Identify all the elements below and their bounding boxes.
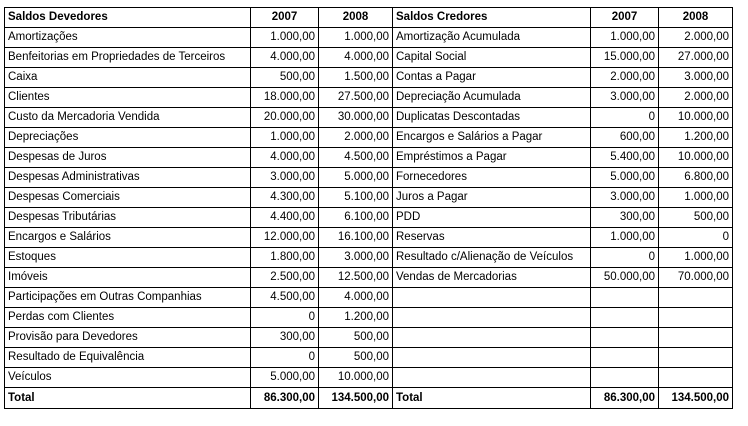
debit-account: Perdas com Clientes	[5, 308, 251, 328]
table-row	[5, 108, 733, 128]
credit-total-2008: 134.500,00	[659, 388, 733, 409]
credit-account: Vendas de Mercadorias	[393, 268, 591, 288]
debit-account: Depreciações	[5, 128, 251, 148]
table-row	[5, 68, 733, 88]
credit-value-2008	[659, 348, 733, 368]
table-row	[5, 368, 733, 388]
debit-account: Provisão para Devedores	[5, 328, 251, 348]
debit-value-2007: 20.000,00	[251, 108, 319, 128]
credit-account: Fornecedores	[393, 168, 591, 188]
debit-account: Despesas de Juros	[5, 148, 251, 168]
debit-value-2008: 1.200,00	[319, 308, 393, 328]
credit-value-2008: 70.000,00	[659, 268, 733, 288]
credit-value-2008: 1.000,00	[659, 248, 733, 268]
credit-value-2007: 3.000,00	[591, 88, 659, 108]
debit-account: Veículos	[5, 368, 251, 388]
debit-value-2008: 30.000,00	[319, 108, 393, 128]
debit-value-2007: 4.000,00	[251, 48, 319, 68]
table-row	[5, 88, 733, 108]
table-row	[5, 328, 733, 348]
debit-value-2008: 10.000,00	[319, 368, 393, 388]
debit-account: Benfeitorias em Propriedades de Terceiros	[5, 48, 251, 68]
table-row	[5, 148, 733, 168]
debit-value-2007: 300,00	[251, 328, 319, 348]
credit-value-2008	[659, 288, 733, 308]
credit-account	[393, 368, 591, 388]
table-row	[5, 308, 733, 328]
table-row	[5, 168, 733, 188]
credit-account: Juros a Pagar	[393, 188, 591, 208]
credit-value-2007: 2.000,00	[591, 68, 659, 88]
credit-total-label: Total	[393, 388, 591, 409]
credit-value-2008	[659, 368, 733, 388]
credit-value-2008: 0	[659, 228, 733, 248]
credit-account: Contas a Pagar	[393, 68, 591, 88]
debit-total-2007: 86.300,00	[251, 388, 319, 409]
debit-value-2008: 4.500,00	[319, 148, 393, 168]
debit-value-2007: 4.500,00	[251, 288, 319, 308]
credit-value-2007: 600,00	[591, 128, 659, 148]
credit-account: Encargos e Salários a Pagar	[393, 128, 591, 148]
table-row	[5, 288, 733, 308]
table-row	[5, 268, 733, 288]
credit-account: Amortização Acumulada	[393, 28, 591, 48]
credit-value-2008: 1.200,00	[659, 128, 733, 148]
table-row	[5, 188, 733, 208]
credit-account: Empréstimos a Pagar	[393, 148, 591, 168]
debit-account: Despesas Administrativas	[5, 168, 251, 188]
credit-account: Depreciação Acumulada	[393, 88, 591, 108]
total-row	[5, 388, 733, 409]
debit-value-2007: 1.800,00	[251, 248, 319, 268]
credit-value-2007: 300,00	[591, 208, 659, 228]
credit-total-2007: 86.300,00	[591, 388, 659, 409]
header-row	[5, 8, 733, 28]
credit-account: Duplicatas Descontadas	[393, 108, 591, 128]
table-row	[5, 48, 733, 68]
credit-value-2008: 27.000,00	[659, 48, 733, 68]
credit-value-2007	[591, 348, 659, 368]
debit-value-2008: 4.000,00	[319, 48, 393, 68]
table-row	[5, 228, 733, 248]
credit-value-2008	[659, 308, 733, 328]
debit-account: Amortizações	[5, 28, 251, 48]
debit-value-2007: 500,00	[251, 68, 319, 88]
credit-value-2007: 50.000,00	[591, 268, 659, 288]
debit-value-2007: 4.300,00	[251, 188, 319, 208]
credit-value-2007	[591, 288, 659, 308]
balances-table	[4, 7, 733, 409]
table-row	[5, 208, 733, 228]
debit-account: Custo da Mercadoria Vendida	[5, 108, 251, 128]
credit-value-2008: 3.000,00	[659, 68, 733, 88]
debit-year1-header: 2007	[251, 8, 319, 28]
debit-value-2007: 1.000,00	[251, 28, 319, 48]
debit-account: Estoques	[5, 248, 251, 268]
credit-account: Resultado c/Alienação de Veículos	[393, 248, 591, 268]
debit-value-2007: 1.000,00	[251, 128, 319, 148]
credit-value-2007: 1.000,00	[591, 28, 659, 48]
debit-value-2007: 2.500,00	[251, 268, 319, 288]
credit-value-2008: 6.800,00	[659, 168, 733, 188]
debit-title: Saldos Devedores	[5, 8, 251, 28]
debit-value-2008: 16.100,00	[319, 228, 393, 248]
credit-value-2008: 2.000,00	[659, 88, 733, 108]
table-row	[5, 248, 733, 268]
credit-value-2008: 2.000,00	[659, 28, 733, 48]
debit-value-2008: 3.000,00	[319, 248, 393, 268]
credit-account: Capital Social	[393, 48, 591, 68]
debit-value-2008: 5.000,00	[319, 168, 393, 188]
debit-value-2007: 4.400,00	[251, 208, 319, 228]
debit-account: Resultado de Equivalência	[5, 348, 251, 368]
credit-value-2007: 1.000,00	[591, 228, 659, 248]
credit-year1-header: 2007	[591, 8, 659, 28]
debit-value-2007: 0	[251, 348, 319, 368]
credit-account	[393, 288, 591, 308]
debit-value-2008: 2.000,00	[319, 128, 393, 148]
debit-value-2008: 500,00	[319, 348, 393, 368]
debit-value-2008: 5.100,00	[319, 188, 393, 208]
debit-value-2007: 5.000,00	[251, 368, 319, 388]
credit-value-2007: 5.400,00	[591, 148, 659, 168]
credit-value-2007: 0	[591, 108, 659, 128]
credit-value-2008: 10.000,00	[659, 108, 733, 128]
table-body	[5, 28, 733, 388]
debit-total-label: Total	[5, 388, 251, 409]
credit-value-2007	[591, 328, 659, 348]
table-row	[5, 28, 733, 48]
credit-account	[393, 348, 591, 368]
credit-value-2007	[591, 368, 659, 388]
credit-value-2008: 10.000,00	[659, 148, 733, 168]
debit-value-2007: 18.000,00	[251, 88, 319, 108]
debit-account: Despesas Comerciais	[5, 188, 251, 208]
credit-account	[393, 308, 591, 328]
debit-account: Caixa	[5, 68, 251, 88]
debit-value-2008: 1.000,00	[319, 28, 393, 48]
table-row	[5, 348, 733, 368]
credit-value-2007: 3.000,00	[591, 188, 659, 208]
credit-account: PDD	[393, 208, 591, 228]
debit-account: Clientes	[5, 88, 251, 108]
credit-value-2007: 5.000,00	[591, 168, 659, 188]
credit-value-2008	[659, 328, 733, 348]
debit-value-2007: 0	[251, 308, 319, 328]
debit-account: Participações em Outras Companhias	[5, 288, 251, 308]
credit-year2-header: 2008	[659, 8, 733, 28]
debit-year2-header: 2008	[319, 8, 393, 28]
credit-value-2007: 15.000,00	[591, 48, 659, 68]
debit-value-2008: 27.500,00	[319, 88, 393, 108]
debit-total-2008: 134.500,00	[319, 388, 393, 409]
debit-value-2008: 6.100,00	[319, 208, 393, 228]
credit-title: Saldos Credores	[393, 8, 591, 28]
credit-value-2008: 500,00	[659, 208, 733, 228]
debit-value-2007: 12.000,00	[251, 228, 319, 248]
debit-account: Encargos e Salários	[5, 228, 251, 248]
credit-value-2007: 0	[591, 248, 659, 268]
credit-account: Reservas	[393, 228, 591, 248]
table-row	[5, 128, 733, 148]
debit-account: Imóveis	[5, 268, 251, 288]
debit-account: Despesas Tributárias	[5, 208, 251, 228]
debit-value-2008: 12.500,00	[319, 268, 393, 288]
debit-value-2007: 3.000,00	[251, 168, 319, 188]
credit-value-2007	[591, 308, 659, 328]
debit-value-2008: 500,00	[319, 328, 393, 348]
debit-value-2008: 1.500,00	[319, 68, 393, 88]
debit-value-2007: 4.000,00	[251, 148, 319, 168]
debit-value-2008: 4.000,00	[319, 288, 393, 308]
credit-account	[393, 328, 591, 348]
credit-value-2008: 1.000,00	[659, 188, 733, 208]
